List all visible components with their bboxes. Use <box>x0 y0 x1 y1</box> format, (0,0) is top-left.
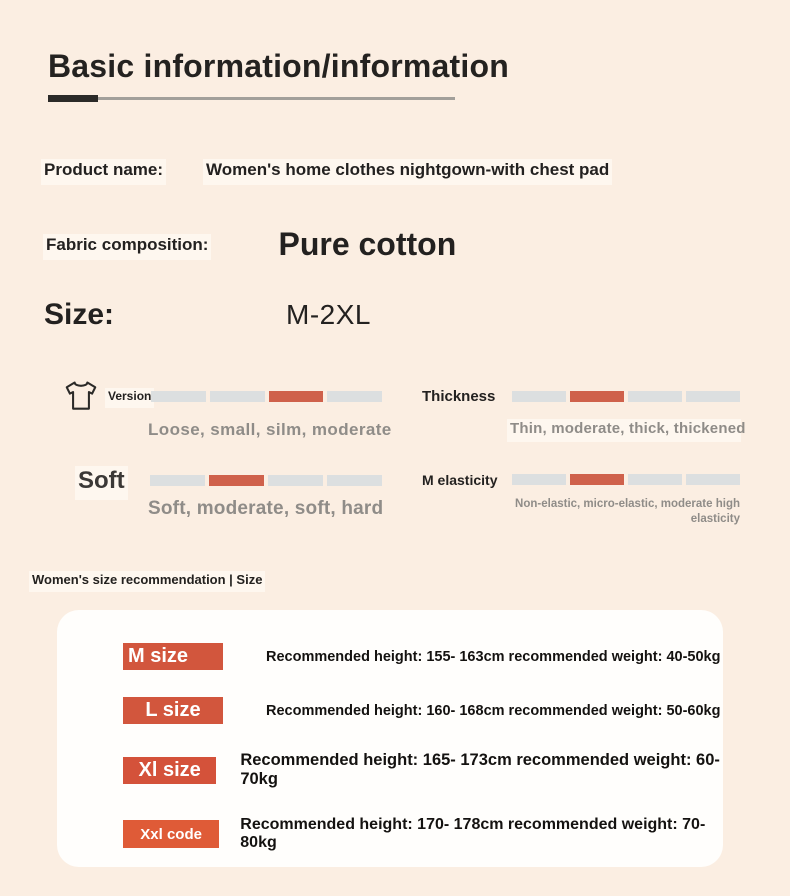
attribute-bar <box>151 391 382 402</box>
size-row-text: Recommended height: 155- 163cm recommended weight: 40-50kg <box>266 648 721 665</box>
attributes-right-column <box>422 376 746 527</box>
size-row-text: Recommended height: 170- 178cm recommended weight: 70-80kg <box>240 816 706 851</box>
attributes-section <box>62 376 746 527</box>
size-label: Size: <box>44 298 115 331</box>
attribute-row-soft <box>62 466 382 520</box>
bar-segment <box>327 391 382 402</box>
size-badge: Xxl code <box>123 820 219 848</box>
size-row <box>44 298 371 332</box>
bar-segment <box>327 475 382 486</box>
underline-thick-segment <box>48 95 98 102</box>
attribute-bar <box>512 474 740 485</box>
bar-segment <box>628 391 682 402</box>
size-row-text: Recommended height: 160- 168cm recommended weight: 50-60kg <box>266 702 721 719</box>
underline-thin-segment <box>98 97 455 100</box>
attribute-label: Version <box>108 389 152 403</box>
fabric-row <box>46 226 456 263</box>
size-row-text: Recommended height: 165- 173cm recommended weight: 60-70kg <box>240 751 720 788</box>
attribute-bar <box>150 475 382 486</box>
attribute-label: Thickness <box>422 387 496 405</box>
attribute-label: Soft <box>78 466 125 494</box>
bar-segment <box>570 391 624 402</box>
bar-segment <box>210 391 265 402</box>
page-title: Basic information/information <box>48 48 509 84</box>
bar-segment <box>512 474 566 485</box>
product-name-label: Product name: <box>44 160 164 179</box>
attribute-caption: Thin, moderate, thick, thickened <box>510 420 746 437</box>
size-row-m <box>123 643 723 670</box>
size-value: M-2XL <box>286 299 371 330</box>
size-row-l <box>123 697 723 724</box>
size-row-xxl <box>123 816 723 852</box>
bar-segment <box>628 474 682 485</box>
size-card <box>57 610 723 867</box>
size-badge: M size <box>123 643 223 670</box>
bar-segment <box>269 391 324 402</box>
bar-segment <box>570 474 624 485</box>
product-name-value: Women's home clothes nightgown-with chest pad <box>206 160 610 179</box>
title-underline <box>48 95 509 102</box>
size-badge: Xl size <box>123 757 216 784</box>
bar-segment <box>151 391 206 402</box>
bar-segment <box>512 391 566 402</box>
attribute-row-elasticity <box>422 465 740 527</box>
attribute-label: M elasticity <box>422 471 498 488</box>
tshirt-icon <box>62 377 100 415</box>
title-section <box>48 48 509 102</box>
attribute-caption: Soft, moderate, soft, hard <box>148 498 384 519</box>
attribute-row-version <box>62 376 392 440</box>
bar-segment <box>686 391 740 402</box>
size-row-xl <box>123 751 723 789</box>
product-name-row <box>44 160 609 180</box>
size-section-heading: Women's size recommendation | Size <box>32 572 263 587</box>
attribute-caption: Loose, small, silm, moderate <box>148 420 392 439</box>
bar-segment <box>209 475 264 486</box>
attribute-caption: Non-elastic, micro-elastic, moderate high elasticity <box>515 498 740 525</box>
fabric-value: Pure cotton <box>278 226 457 262</box>
attributes-left-column <box>62 376 392 527</box>
attribute-bar <box>512 391 740 402</box>
bar-segment <box>686 474 740 485</box>
fabric-label: Fabric composition: <box>46 234 209 254</box>
size-badge: L size <box>123 697 223 724</box>
bar-segment <box>150 475 205 486</box>
attribute-row-thickness <box>422 376 746 437</box>
bar-segment <box>268 475 323 486</box>
